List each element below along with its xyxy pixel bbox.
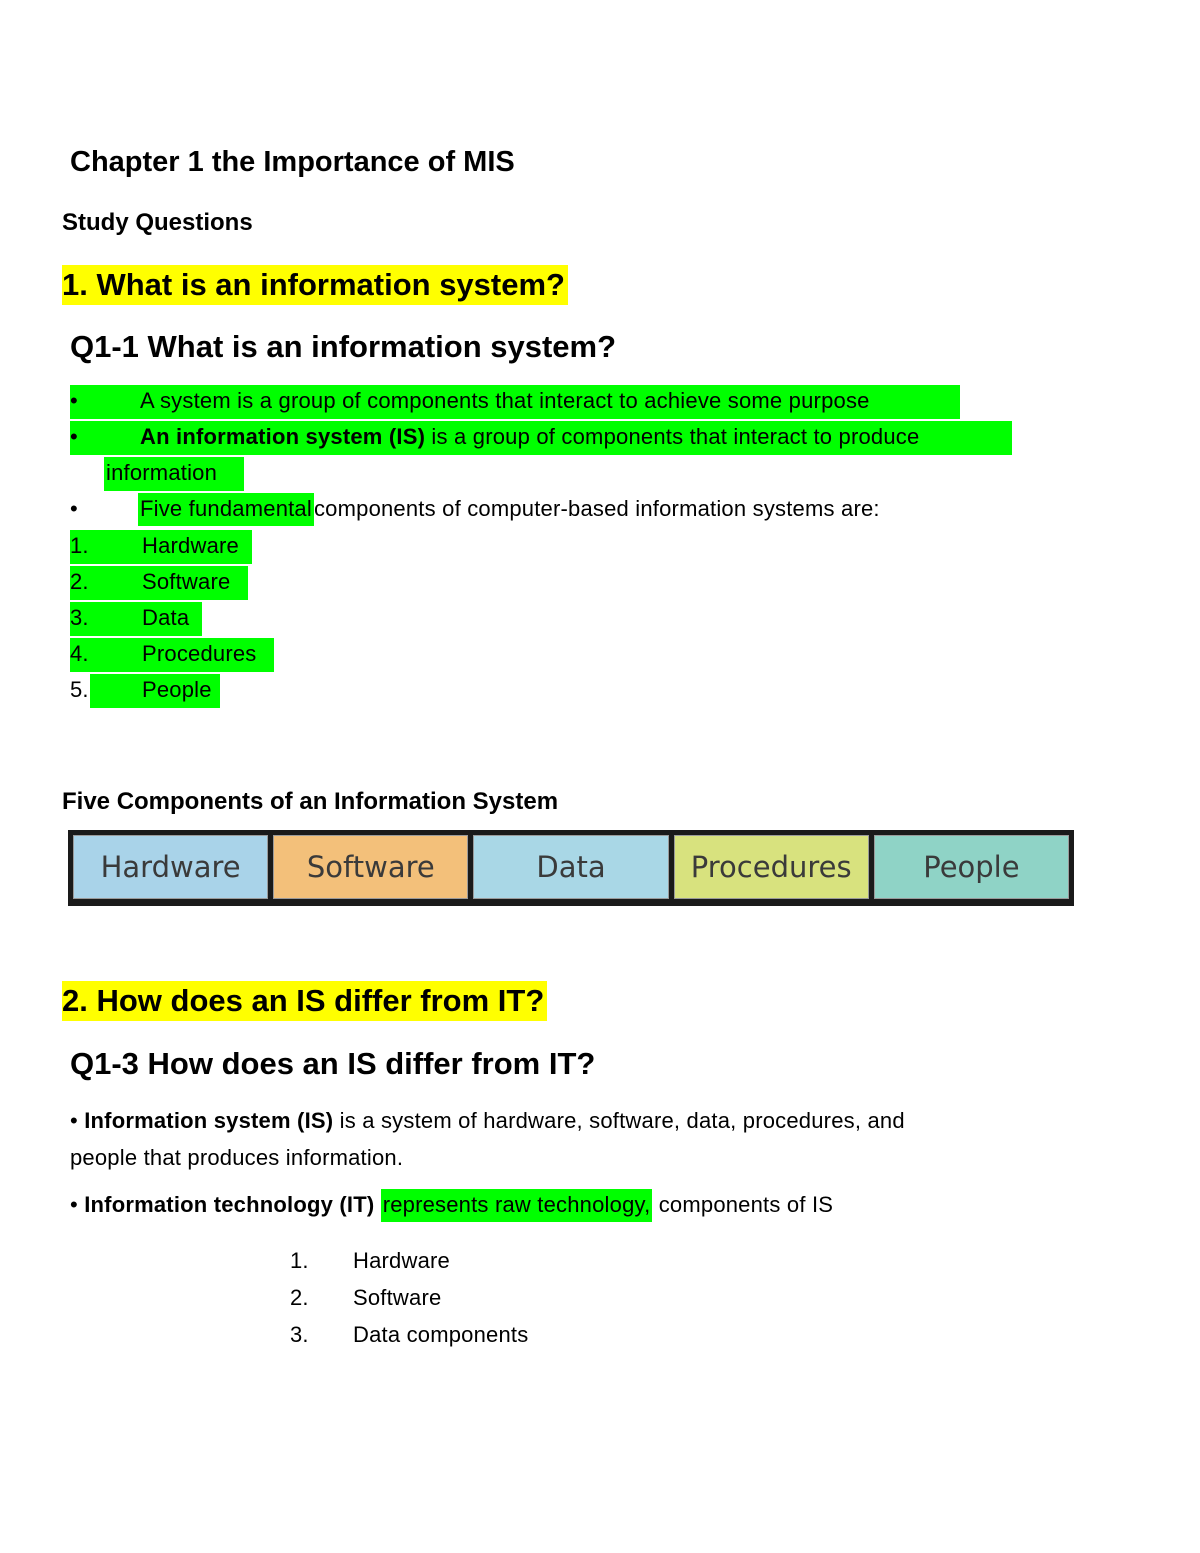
figure-caption: Five Components of an Information System [62, 788, 559, 815]
list-label: Data [142, 605, 190, 630]
is-definition-text: is a system of hardware, software, data, procedures, and [333, 1108, 905, 1133]
bullet-text: is a group of components that interact to produce [425, 424, 920, 449]
bullet-is-definition-continued [104, 457, 244, 491]
component-data: Data [473, 835, 668, 899]
study-questions-heading: Study Questions [62, 209, 253, 236]
component-people: People [874, 835, 1069, 899]
it-definition-text: components of IS [652, 1192, 834, 1217]
is-definition [70, 1108, 905, 1134]
list-number: 5. [70, 677, 89, 702]
bullet-symbol: • [70, 1192, 78, 1217]
list-item [70, 566, 248, 600]
is-term: An information system (IS) [140, 424, 426, 449]
list-number: 3. [290, 1322, 309, 1347]
bullet-symbol: • [70, 496, 78, 521]
it-definition [70, 1192, 833, 1222]
bullet-symbol: • [70, 424, 78, 449]
five-components-diagram [68, 830, 1074, 906]
bullet-five-components [70, 493, 990, 527]
list-item [70, 674, 220, 708]
list-label: Software [353, 1285, 442, 1310]
component-hardware: Hardware [73, 835, 268, 899]
list-label: Software [142, 569, 231, 594]
list-label: Hardware [353, 1248, 450, 1273]
it-term: Information technology (IT) [84, 1192, 375, 1217]
component-procedures: Procedures [674, 835, 869, 899]
raw-technology-highlight: represents raw technology, [381, 1189, 653, 1222]
list-label: Hardware [142, 533, 239, 558]
q1-1-heading: Q1-1 What is an information system? [70, 329, 617, 364]
list-label: People [142, 677, 212, 702]
list-number: 2. [70, 569, 89, 594]
list-label: Procedures [142, 641, 257, 666]
list-number: 1. [290, 1248, 309, 1273]
bullet-text: A system is a group of components that interact to achieve some purpose [140, 388, 870, 413]
list-number: 3. [70, 605, 89, 630]
five-fundamental-highlight: Five fundamental [138, 493, 314, 526]
bullet-symbol: • [70, 1108, 78, 1133]
list-label: Data components [353, 1322, 529, 1347]
bullet-text-continued: information [106, 460, 218, 485]
bullet-is-definition [70, 421, 1012, 455]
list-number: 2. [290, 1285, 309, 1310]
bullet-system-definition [70, 385, 960, 419]
is-term: Information system (IS) [84, 1108, 334, 1133]
list-item [70, 602, 202, 636]
list-item [70, 530, 252, 564]
list-item [70, 638, 274, 672]
list-number: 4. [70, 641, 89, 666]
q1-3-heading: Q1-3 How does an IS differ from IT? [70, 1046, 596, 1081]
section-2-heading: 2. How does an IS differ from IT? [62, 981, 547, 1021]
list-number: 1. [70, 533, 89, 558]
bullet-symbol: • [70, 388, 78, 413]
component-software: Software [273, 835, 468, 899]
bullet-text: components of computer-based information systems are: [313, 496, 880, 521]
section-1-heading: 1. What is an information system? [62, 265, 568, 305]
is-definition-continued: people that produces information. [70, 1145, 404, 1170]
page-title: Chapter 1 the Importance of MIS [70, 146, 515, 178]
